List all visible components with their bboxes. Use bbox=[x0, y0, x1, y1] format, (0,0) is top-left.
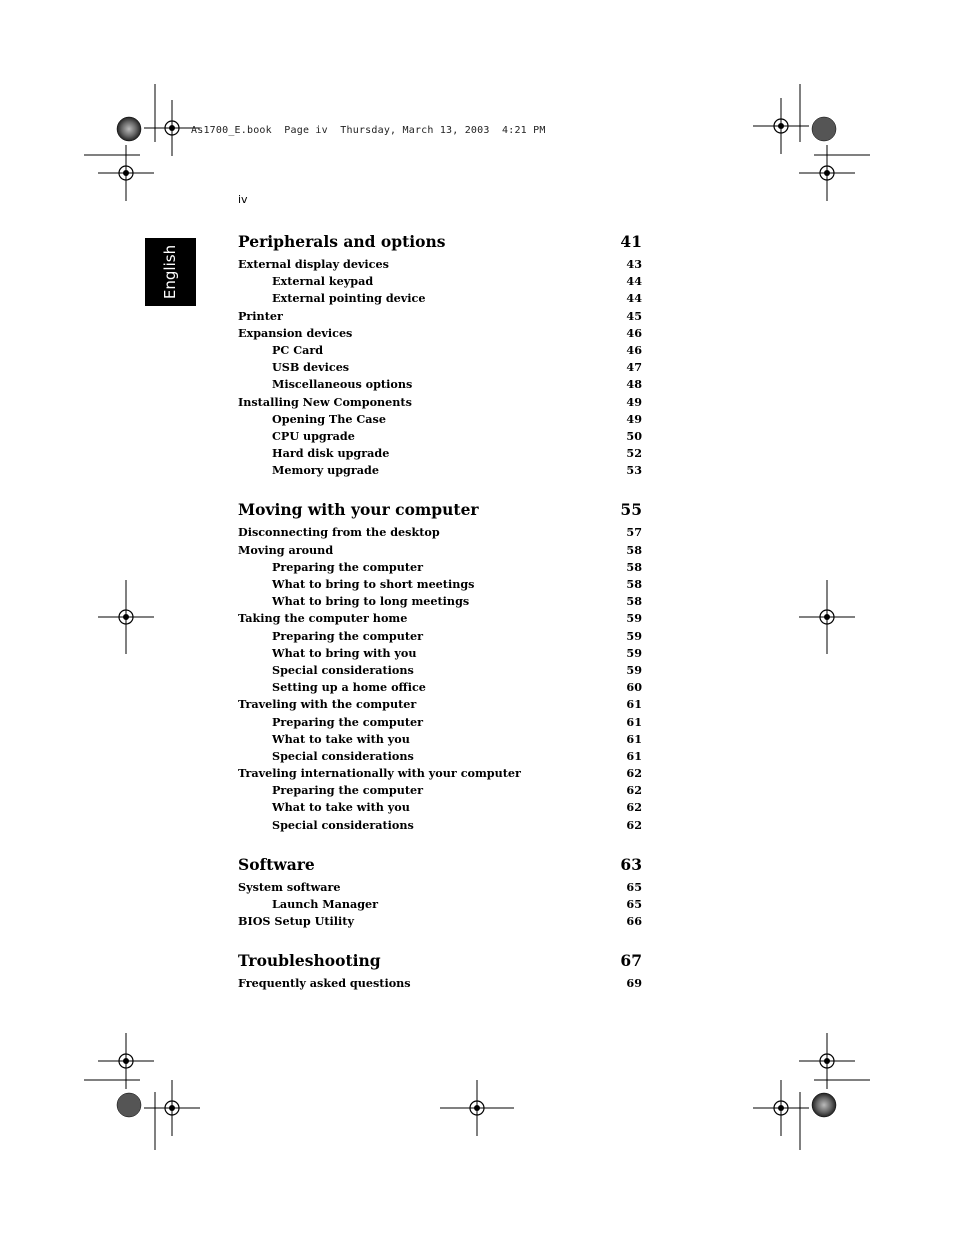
toc-section-heading[interactable] bbox=[238, 232, 642, 257]
entry-title: PC Card bbox=[272, 342, 324, 357]
entry-title: Setting up a home office bbox=[272, 680, 426, 695]
toc-entry[interactable] bbox=[238, 429, 642, 446]
toc-section bbox=[238, 855, 642, 932]
entry-title: System software bbox=[238, 879, 341, 894]
entry-page-number: 69 bbox=[626, 976, 642, 991]
toc-section bbox=[238, 951, 642, 993]
entry-page-number: 58 bbox=[626, 577, 642, 591]
entry-title: USB devices bbox=[272, 360, 350, 375]
toc-entry[interactable] bbox=[238, 611, 642, 628]
entry-page-number: 47 bbox=[626, 360, 642, 375]
entry-page-number: 45 bbox=[626, 308, 642, 323]
entry-title: Special considerations bbox=[272, 748, 414, 763]
toc-entry[interactable] bbox=[238, 395, 642, 412]
toc-entry[interactable] bbox=[238, 914, 642, 931]
toc-entry[interactable] bbox=[238, 525, 642, 542]
toc-entry[interactable] bbox=[238, 377, 642, 394]
entry-page-number: 66 bbox=[626, 914, 642, 929]
entry-title: BIOS Setup Utility bbox=[238, 914, 354, 929]
entry-title: Taking the computer home bbox=[238, 611, 408, 626]
toc-entry[interactable] bbox=[238, 577, 642, 594]
language-tab-label: English bbox=[161, 244, 180, 300]
toc-entry[interactable] bbox=[238, 732, 642, 749]
entry-title: Traveling internationally with your computer bbox=[238, 766, 521, 781]
entry-page-number: 62 bbox=[626, 800, 642, 815]
entry-page-number: 61 bbox=[626, 748, 642, 763]
entry-page-number: 46 bbox=[626, 342, 642, 357]
toc-entry[interactable] bbox=[238, 800, 642, 817]
entry-page-number: 52 bbox=[626, 446, 642, 461]
entry-title: Hard disk upgrade bbox=[272, 446, 390, 461]
entry-page-number: 46 bbox=[626, 325, 642, 340]
toc-entry[interactable] bbox=[238, 880, 642, 897]
entry-title: Expansion devices bbox=[238, 325, 353, 340]
entry-title: Special considerations bbox=[272, 662, 414, 677]
entry-title: Preparing the computer bbox=[272, 559, 424, 574]
entry-title: Traveling with the computer bbox=[238, 697, 417, 712]
section-page-number: 63 bbox=[620, 854, 642, 874]
toc-entry[interactable] bbox=[238, 680, 642, 697]
toc-entry[interactable] bbox=[238, 629, 642, 646]
entry-title: Preparing the computer bbox=[272, 783, 424, 798]
toc-section bbox=[238, 500, 642, 834]
entry-page-number: 62 bbox=[626, 783, 642, 798]
entry-page-number: 65 bbox=[626, 879, 642, 894]
entry-page-number: 53 bbox=[626, 463, 642, 478]
toc-entry[interactable] bbox=[238, 715, 642, 732]
entry-page-number: 44 bbox=[626, 291, 642, 306]
section-title: Moving with your computer bbox=[238, 500, 479, 520]
toc-entry[interactable] bbox=[238, 326, 642, 343]
toc-entry[interactable] bbox=[238, 412, 642, 429]
toc-entry[interactable] bbox=[238, 463, 642, 480]
toc-entry[interactable] bbox=[238, 897, 642, 914]
entry-page-number: 61 bbox=[626, 731, 642, 746]
toc-entry[interactable] bbox=[238, 343, 642, 360]
toc-entry[interactable] bbox=[238, 257, 642, 274]
toc-entry[interactable] bbox=[238, 818, 642, 835]
toc-entry[interactable] bbox=[238, 543, 642, 560]
entry-title: Installing New Components bbox=[238, 394, 412, 409]
entry-title: Preparing the computer bbox=[272, 714, 424, 729]
entry-page-number: 48 bbox=[626, 377, 642, 392]
entry-page-number: 61 bbox=[626, 714, 642, 729]
print-header: As1700_E.book Page iv Thursday, March 13, 2003 4:21 PM bbox=[191, 125, 546, 136]
section-page-number: 55 bbox=[620, 500, 642, 520]
toc-entry[interactable] bbox=[238, 697, 642, 714]
toc-section-heading[interactable] bbox=[238, 951, 642, 976]
entry-page-number: 57 bbox=[626, 525, 642, 540]
entry-title: What to take with you bbox=[272, 731, 410, 746]
entry-title: Memory upgrade bbox=[272, 463, 379, 478]
entry-title: Preparing the computer bbox=[272, 628, 424, 643]
toc-entry[interactable] bbox=[238, 663, 642, 680]
entry-title: Frequently asked questions bbox=[238, 976, 411, 991]
section-title: Peripherals and options bbox=[238, 232, 446, 251]
language-tab bbox=[145, 238, 196, 306]
toc-entry[interactable] bbox=[238, 560, 642, 577]
entry-title: External pointing device bbox=[272, 291, 426, 306]
toc-section-heading[interactable] bbox=[238, 500, 642, 525]
entry-page-number: 59 bbox=[626, 611, 642, 626]
entry-title: What to bring with you bbox=[272, 645, 417, 660]
entry-title: External display devices bbox=[238, 257, 389, 271]
entry-page-number: 58 bbox=[626, 542, 642, 557]
toc-entry[interactable] bbox=[238, 446, 642, 463]
toc-entry[interactable] bbox=[238, 783, 642, 800]
toc-entry[interactable] bbox=[238, 594, 642, 611]
entry-page-number: 59 bbox=[626, 628, 642, 643]
entry-page-number: 58 bbox=[626, 559, 642, 574]
entry-page-number: 65 bbox=[626, 897, 642, 911]
toc-entry[interactable] bbox=[238, 360, 642, 377]
entry-page-number: 60 bbox=[626, 680, 642, 695]
entry-title: Moving around bbox=[238, 542, 334, 557]
table-of-contents bbox=[238, 232, 642, 1014]
entry-title: Special considerations bbox=[272, 817, 414, 832]
entry-title: What to bring to long meetings bbox=[272, 594, 470, 609]
toc-entry[interactable] bbox=[238, 309, 642, 326]
toc-section bbox=[238, 232, 642, 480]
entry-title: Disconnecting from the desktop bbox=[238, 525, 440, 540]
entry-title: Miscellaneous options bbox=[272, 377, 413, 392]
entry-title: External keypad bbox=[272, 274, 374, 289]
entry-title: Printer bbox=[238, 308, 283, 323]
entry-title: Opening The Case bbox=[272, 411, 386, 426]
entry-page-number: 62 bbox=[626, 817, 642, 832]
entry-page-number: 44 bbox=[626, 274, 642, 289]
toc-entry[interactable] bbox=[238, 976, 642, 993]
entry-title: What to take with you bbox=[272, 800, 410, 815]
toc-entry[interactable] bbox=[238, 646, 642, 663]
entry-title: CPU upgrade bbox=[272, 428, 355, 443]
entry-page-number: 43 bbox=[626, 257, 642, 271]
entry-page-number: 50 bbox=[626, 428, 642, 443]
entry-page-number: 61 bbox=[626, 697, 642, 712]
entry-title: Launch Manager bbox=[272, 897, 379, 911]
section-title: Troubleshooting bbox=[238, 951, 381, 971]
section-page-number: 41 bbox=[620, 232, 642, 251]
section-title: Software bbox=[238, 854, 315, 874]
entry-page-number: 58 bbox=[626, 594, 642, 609]
toc-entry[interactable] bbox=[238, 749, 642, 766]
toc-section-heading[interactable] bbox=[238, 855, 642, 880]
entry-page-number: 49 bbox=[626, 411, 642, 426]
entry-page-number: 49 bbox=[626, 394, 642, 409]
entry-page-number: 59 bbox=[626, 645, 642, 660]
toc-entry[interactable] bbox=[238, 274, 642, 291]
entry-page-number: 62 bbox=[626, 766, 642, 781]
page-number: iv bbox=[238, 193, 248, 206]
section-page-number: 67 bbox=[620, 951, 642, 971]
toc-entry[interactable] bbox=[238, 291, 642, 308]
entry-title: What to bring to short meetings bbox=[272, 577, 475, 591]
entry-page-number: 59 bbox=[626, 662, 642, 677]
toc-entry[interactable] bbox=[238, 766, 642, 783]
